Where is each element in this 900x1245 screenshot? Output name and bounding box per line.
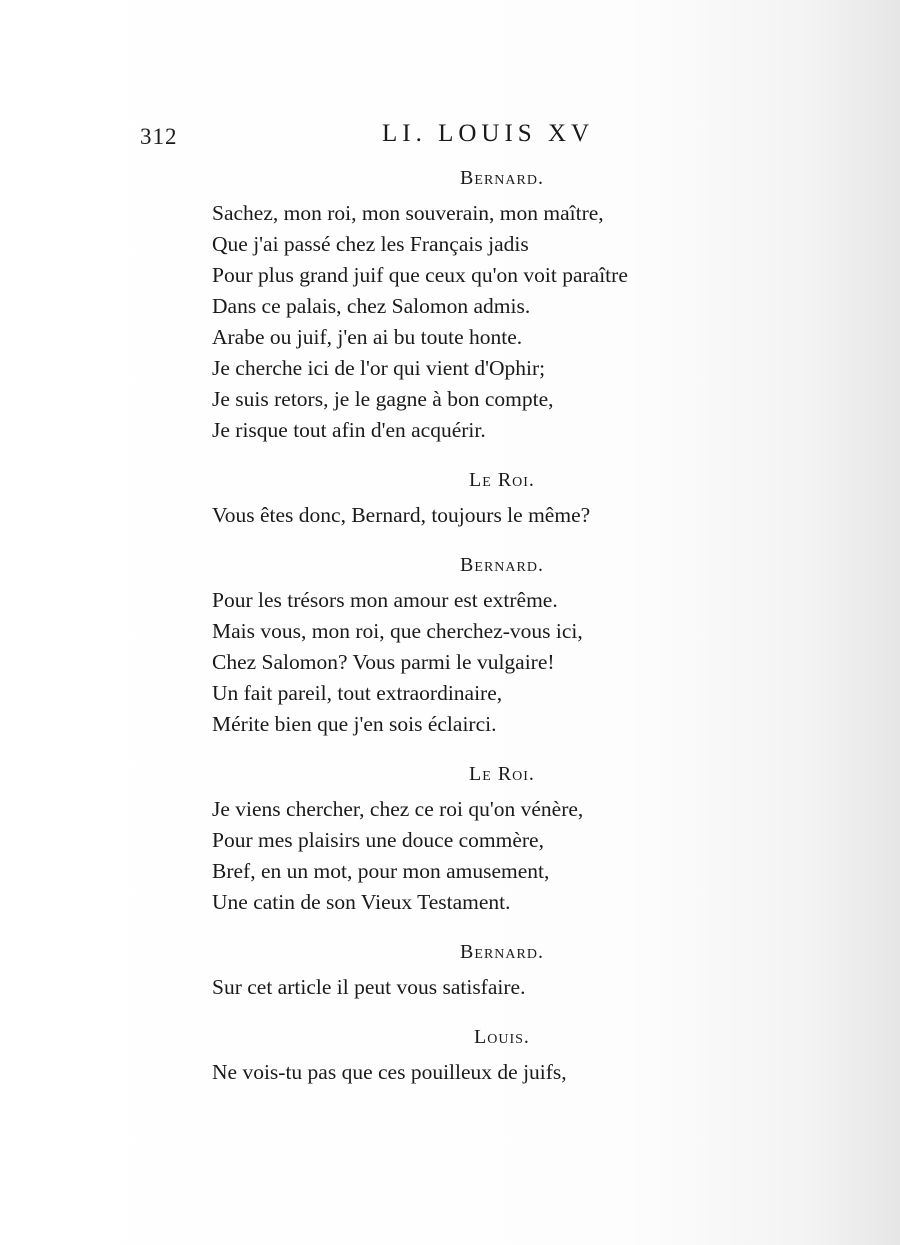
speaker-name: Bernard. (460, 941, 544, 963)
speaker-name: Bernard. (460, 554, 544, 576)
verse-line: Que j'ai passé chez les Français jadis (212, 232, 529, 256)
verse-line: Je cherche ici de l'or qui vient d'Ophir; (212, 356, 546, 380)
verse-line: Pour plus grand juif que ceux qu'on voit paraître (212, 263, 628, 287)
verse-line: Pour les trésors mon amour est extrême. (212, 588, 558, 612)
verse-line: Arabe ou juif, j'en ai bu toute honte. (212, 325, 523, 349)
dialogue-block (212, 762, 732, 918)
verse-line: Vous êtes donc, Bernard, toujours le même? (212, 503, 591, 527)
verse-line: Je suis retors, je le gagne à bon compte, (212, 387, 554, 411)
running-head: LI. LOUIS XV (382, 120, 595, 147)
speaker-name: Le Roi. (469, 469, 535, 491)
poem-text (212, 166, 732, 1110)
verse-line: Ne vois-tu pas que ces pouilleux de juifs, (212, 1060, 567, 1084)
verse-line: Mais vous, mon roi, que cherchez-vous ici, (212, 619, 583, 643)
speaker-name: Bernard. (460, 167, 544, 189)
verse-line: Une catin de son Vieux Testament. (212, 890, 511, 914)
verse-line: Chez Salomon? Vous parmi le vulgaire! (212, 650, 555, 674)
verse-line: Je viens chercher, chez ce roi qu'on vénère, (212, 797, 584, 821)
verse-line: Pour mes plaisirs une douce commère, (212, 828, 544, 852)
verse-line: Je risque tout afin d'en acquérir. (212, 418, 486, 442)
verse-line: Mérite bien que j'en sois éclairci. (212, 712, 497, 736)
speaker-name: Le Roi. (469, 763, 535, 785)
verse-line: Bref, en un mot, pour mon amusement, (212, 859, 550, 883)
dialogue-block (212, 468, 732, 531)
verse-line: Dans ce palais, chez Salomon admis. (212, 294, 531, 318)
verse-line: Sur cet article il peut vous satisfaire. (212, 975, 526, 999)
dialogue-block (212, 1025, 732, 1088)
speaker-name: Louis. (474, 1026, 530, 1048)
verse-line: Sachez, mon roi, mon souverain, mon maître, (212, 201, 604, 225)
dialogue-block (212, 940, 732, 1003)
verse-line: Un fait pareil, tout extraordinaire, (212, 681, 503, 705)
dialogue-block (212, 553, 732, 740)
page-number: 312 (140, 124, 178, 149)
dialogue-block (212, 166, 732, 446)
